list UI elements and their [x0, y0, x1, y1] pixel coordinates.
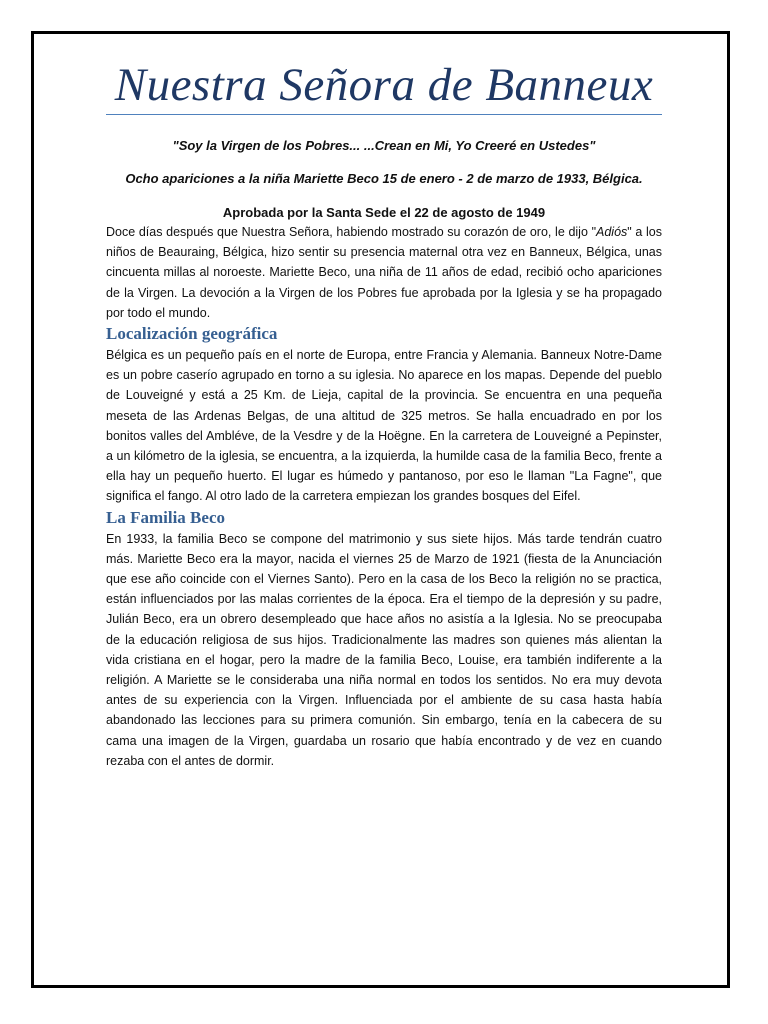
subtitle: Ocho apariciones a la niña Mariette Beco 15 de enero - 2 de marzo de 1933, Bélgica.	[125, 171, 643, 186]
title-divider	[106, 114, 662, 115]
document-title: Nuestra Señora de Banneux	[114, 59, 654, 111]
intro-paragraph	[106, 222, 662, 323]
approval-note: Aprobada por la Santa Sede el 22 de agosto de 1949	[222, 205, 546, 220]
intro-text-end: " a los niños de Beauraing, Bélgica, hizo sentir su presencia maternal otra vez en Banneux, Bélgica, unas cincuenta millas al noroeste. Mariette Beco, una niña de 11 años de edad, recibió ocho apariciones de la Virgen. La devoción a la Virgen de los Pobres fue aprobada por la Iglesia y se ha propagado por todo el mundo.	[106, 225, 662, 320]
section-paragraph-family: En 1933, la familia Beco se compone del matrimonio y sus siete hijos. Más tarde tendrán cuatro más. Mariette Beco era la mayor, nacida el viernes 25 de Marzo de 1921 (fiesta de la Anunciación que ese año coincide con el Viernes Santo). Pero en la casa de los Beco la religión no se practica, están influenciados por las malas corrientes de la época. Era el tiempo de la depresión y su padre, Julián Beco, era un obrero desempleado que hace años no asistía a la Iglesia. No se preocupaba de la educación religiosa de sus hijos. Tradicionalmente las madres son quienes más alientan la vida cristiana en el hogar, pero la madre de la familia Beco, Louise, era también indiferente a la religión. A Mariette se le consideraba una niña normal en todos los sentidos. No era muy devota antes de su experiencia con la Virgen. Influenciada por el ambiente de su casa hasta había abandonado las lecciones para su primera comunión. Sin embargo, tenía en la cabecera de su cama una imagen de la Virgen, guardaba un rosario que había encontrado y de vez en cuando rezaba con el antes de dormir.	[106, 531, 662, 768]
section-paragraph-location: Bélgica es un pequeño país en el norte de Europa, entre Francia y Alemania. Banneux Notre-Dame es un pobre caserío agrupado en torno a su iglesia. No aparece en los mapas. Depende del pueblo de Louveigné y está a 25 Km. de Lieja, capital de la provincia. Se encuentra en una pequeña meseta de las Ardenas Belgas, de una altitud de 325 metros. Se halla encuadrado en por los bonitos valles del Ambléve, de la Vesdre y de la Hoëgne. En la carretera de Louveigné a Pepinster, a un kilómetro de la iglesia, se encuentra, a la izquierda, la humilde casa de la familia Beco, frente a ella hay un pequeño huerto. El lugar es húmedo y pantanoso, por eso le llaman "La Fagne", que significa el fango. Al otro lado de la carretera empiezan los grandes bosques del Eifel.	[106, 348, 662, 504]
quote: "Soy la Virgen de los Pobres... ...Crean en Mi, Yo Creeré en Ustedes"	[172, 138, 596, 153]
document-body	[106, 56, 662, 771]
section-heading-location: Localización geográfica	[106, 324, 278, 344]
intro-emphasis: Adiós	[596, 225, 628, 239]
intro-text-start: Doce días después que Nuestra Señora, habiendo mostrado su corazón de oro, le dijo "	[106, 225, 597, 239]
section-heading-family: La Familia Beco	[106, 507, 225, 527]
